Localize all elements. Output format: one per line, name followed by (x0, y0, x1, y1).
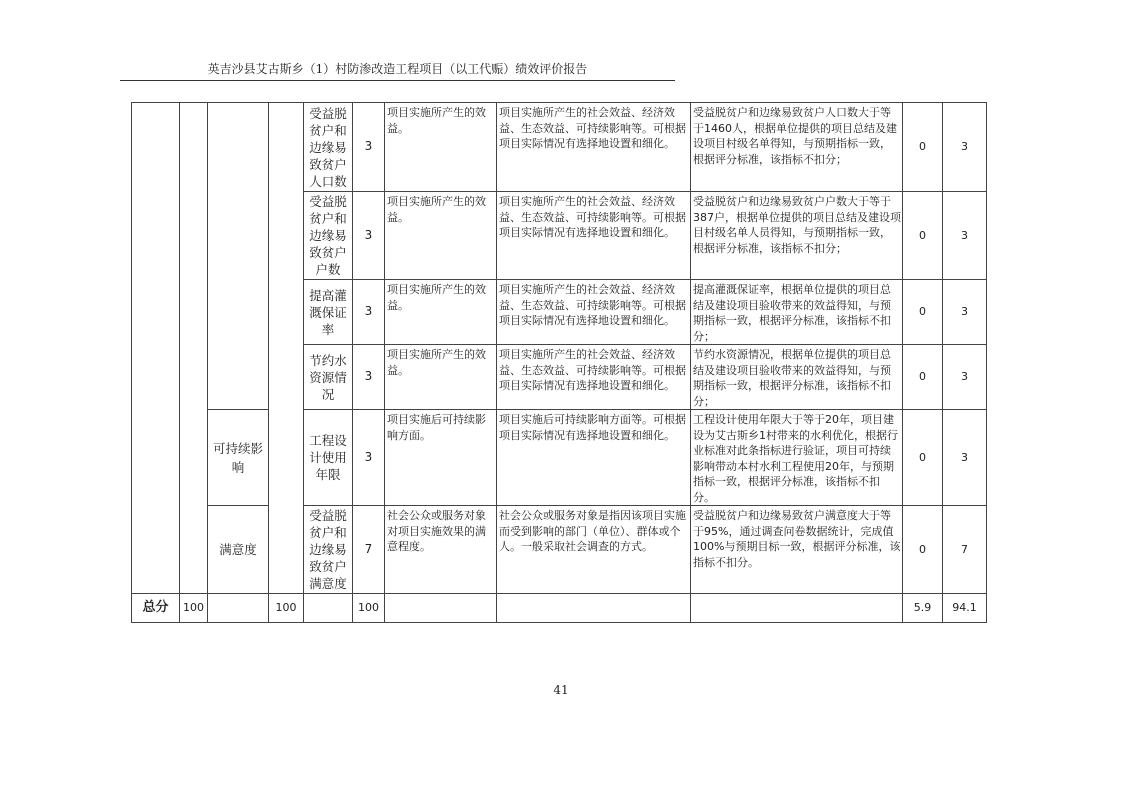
score-points: 3 (943, 410, 987, 506)
level2-cell-social-benefit (208, 103, 269, 410)
scoring-basis: 节约水资源情况，根据单位提供的项目总结及建设项目验收带来的效益得知，与预期指标一致，根据评分标准，该指标不扣分； (691, 345, 903, 410)
total-label: 总分 (132, 594, 180, 623)
indicator-meaning: 项目实施所产生的效益。 (385, 280, 497, 345)
indicator-description: 项目实施所产生的社会效益、经济效益、生态效益、可持续影响等。可根据项目实际情况有选择地设置和细化。 (497, 345, 691, 410)
level2-weight-cell (269, 103, 304, 594)
indicator-description: 项目实施所产生的社会效益、经济效益、生态效益、可持续影响等。可根据项目实际情况有选择地设置和细化。 (497, 103, 691, 192)
deduct-points: 0 (903, 506, 943, 594)
total-level2-weight: 100 (269, 594, 304, 623)
total-empty-cell (385, 594, 497, 623)
deduct-points: 0 (903, 280, 943, 345)
indicator-meaning: 项目实施后可持续影响方面。 (385, 410, 497, 506)
total-empty-cell (497, 594, 691, 623)
indicator-description: 项目实施所产生的社会效益、经济效益、生态效益、可持续影响等。可根据项目实际情况有选择地设置和细化。 (497, 280, 691, 345)
indicator-name: 节约水资源情况 (304, 345, 353, 410)
page-header: 英吉沙县艾古斯乡（1）村防渗改造工程项目（以工代赈）绩效评价报告 (120, 58, 675, 81)
scoring-basis: 受益脱贫户和边缘易致贫户人口数大于等于1460人，根据单位提供的项目总结及建设项目村级名单得知，与预期指标一致，根据评分标准，该指标不扣分； (691, 103, 903, 192)
indicator-meaning: 社会公众或服务对象对项目实施效果的满意程度。 (385, 506, 497, 594)
scoring-basis: 受益脱贫户和边缘易致贫户户数大于等于387户，根据单位提供的项目总结及建设项目村级名单人员得知，与预期指标一致，根据评分标准，该指标不扣分； (691, 192, 903, 280)
indicator-description: 项目实施后可持续影响方面等。可根据项目实际情况有选择地设置和细化。 (497, 410, 691, 506)
deduct-points: 0 (903, 410, 943, 506)
indicator-meaning: 项目实施所产生的效益。 (385, 345, 497, 410)
level3-sustainable: 可持续影响 (208, 410, 269, 506)
deduct-points: 0 (903, 103, 943, 192)
indicator-description: 项目实施所产生的社会效益、经济效益、生态效益、可持续影响等。可根据项目实际情况有选择地设置和细化。 (497, 192, 691, 280)
page-number: 41 (553, 683, 569, 697)
score-points: 3 (943, 192, 987, 280)
indicator-name: 受益脱贫户和边缘易致贫户户数 (304, 192, 353, 280)
indicator-name: 工程设计使用年限 (304, 410, 353, 506)
indicator-weight: 3 (353, 345, 385, 410)
total-score: 94.1 (943, 594, 987, 623)
level3-satisfaction: 满意度 (208, 506, 269, 594)
level1-cell (132, 103, 180, 594)
indicator-name: 受益脱贫户和边缘易致贫户满意度 (304, 506, 353, 594)
indicator-name: 提高灌溉保证率 (304, 280, 353, 345)
scoring-basis: 受益脱贫户和边缘易致贫户满意度大于等于95%，通过调查问卷数据统计，完成值100%与预期目标一致，根据评分标准，该指标不扣分。 (691, 506, 903, 594)
indicator-weight: 3 (353, 103, 385, 192)
indicator-weight: 3 (353, 410, 385, 506)
score-points: 3 (943, 280, 987, 345)
indicator-description: 社会公众或服务对象是指因该项目实施而受到影响的部门（单位）、群体或个人。一般采取社会调查的方式。 (497, 506, 691, 594)
indicator-meaning: 项目实施所产生的效益。 (385, 103, 497, 192)
total-empty-cell (208, 594, 269, 623)
total-deduct: 5.9 (903, 594, 943, 623)
score-points: 3 (943, 103, 987, 192)
score-points: 3 (943, 345, 987, 410)
indicator-weight: 3 (353, 280, 385, 345)
total-level1-weight: 100 (180, 594, 208, 623)
indicator-meaning: 项目实施所产生的效益。 (385, 192, 497, 280)
indicator-weight: 3 (353, 192, 385, 280)
score-points: 7 (943, 506, 987, 594)
evaluation-table (131, 102, 987, 623)
table-row (132, 410, 987, 506)
indicator-name: 受益脱贫户和边缘易致贫户人口数 (304, 103, 353, 192)
scoring-basis: 提高灌溉保证率，根据单位提供的项目总结及建设项目验收带来的效益得知，与预期指标一致，根据评分标准，该指标不扣分； (691, 280, 903, 345)
table-row (132, 506, 987, 594)
indicator-weight: 7 (353, 506, 385, 594)
total-row (132, 594, 987, 623)
total-indicator-weight: 100 (353, 594, 385, 623)
deduct-points: 0 (903, 345, 943, 410)
deduct-points: 0 (903, 192, 943, 280)
scoring-basis: 工程设计使用年限大于等于20年，项目建设为艾古斯乡1村带来的水利优化，根据行业标准对此条指标进行验证，项目可持续影响带动本村水利工程使用20年，与预期指标一致，根据评分标准，该指标不扣分。 (691, 410, 903, 506)
level1-weight-cell (180, 103, 208, 594)
total-empty-cell (691, 594, 903, 623)
table-row (132, 103, 987, 192)
total-empty-cell (304, 594, 353, 623)
